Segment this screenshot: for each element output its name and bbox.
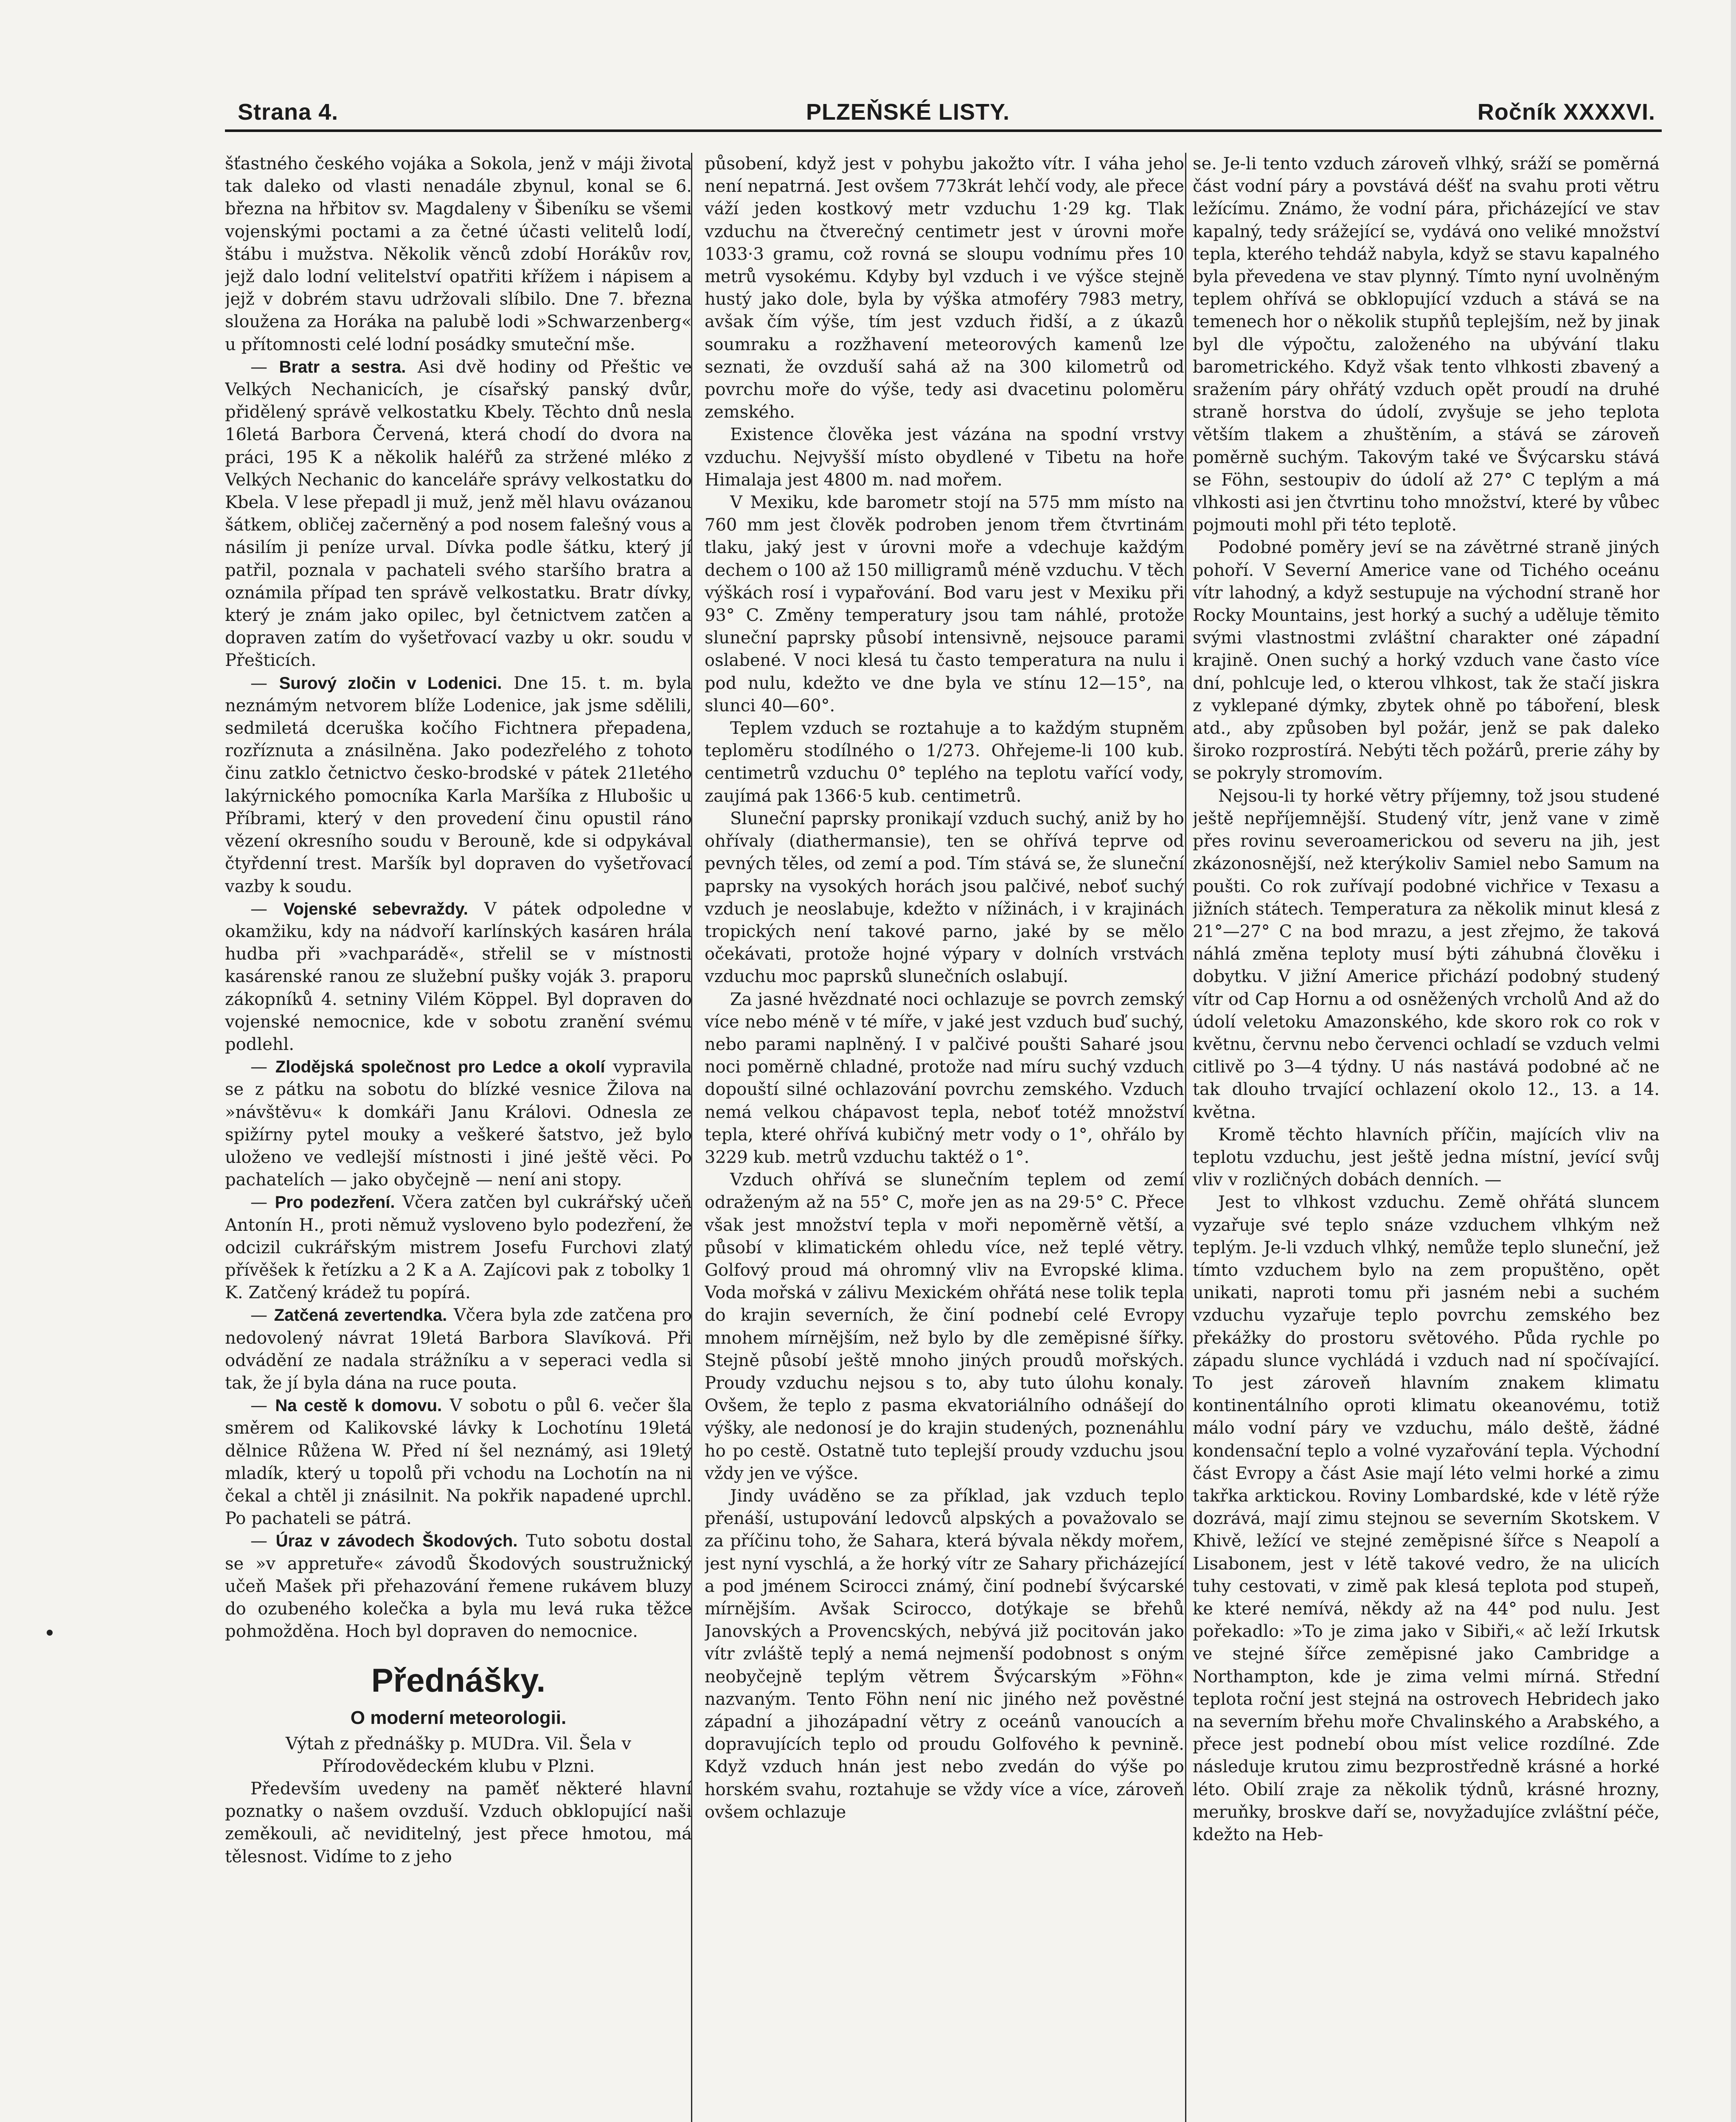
news-text: Včera byla zde zatčena pro nedovolený návrat 19letá Barbora Slavíková. Při odvádění ze nadala strážníku a v seperaci vedla si tak, že jí byla dána na ruce pouta. (225, 1305, 692, 1393)
paragraph: působení, když jest v pohybu jakožto vítr. I váha jeho není nepatrná. Jest ovšem 773krát lehčí vody, ale přece váží jeden kostkový metr vzduchu 1·29 kg. Tlak vzduchu na čtverečný centimetr jest v úrovni moře 1033·3 gramu, což rovná se sloupu vodnímu přes 10 metrů vysokému. Kdyby byl vzduch i ve výšce stejně hustý jako dole, byla by výška atmoféry 7983 metry, avšak čím výše, tím jest vzduch řidší, a z úkazů soumraku a rozžhavení meteorových kamenů lze seznati, že ovzduší sahá až na 300 kilometrů od povrchu moře do výše, tedy asi dvacetinu poloměru zemského. (705, 154, 1184, 422)
volume: Ročník XXXXVI. (1477, 99, 1655, 125)
headline: Úraz v závodech Škodových. (275, 1532, 518, 1551)
paragraph: Především uvedeny na paměť některé hlavní poznatky o našem ovzduší. Vzduch obklopující naši zeměkouli, ač neviditelný, jest přece hmotou, má tělesnost. Vidíme to z jeho (225, 1779, 692, 1867)
news-text: V pátek odpoledne v okamžiku, kdy na nádvoří karlínských kasáren hrála hudba při »vachparádě«, střelil se v místnosti kasárenské ranou ze služební pušky voják 3. praporu zákopníků 4. setniny Vilém Köppel. Byl dopraven do vojenské nemocnice, kde v sobotu zranění svému podlehl. (225, 899, 692, 1054)
column-1 (225, 153, 692, 2122)
paragraph: Kromě těchto hlavních příčin, majících vliv na teplotu vzduchu, jest ještě jedna místní, jevící svůj vliv v rozličných dobách denních. — (1193, 1125, 1660, 1190)
news-item: — Bratr a sestra. Asi dvě hodiny od Přeštic ve Velkých Nechanicích, je císařský panský dvůr, přidělený správě velkostatku Kbely. Těchto dnů nesla 16letá Barbora Červená, která chodí do dvora na práci, 195 K a několik haléřů za stržené mléko z Velkých Nechanic do kanceláře správy velkostatku do Kbela. V lese přepadl ji muž, jenž měl hlavu ovázanou šátkem, obličej začerněný a pod nosem falešný vous a násilím ji peníze urval. Dívka podle šátku, který jí patřil, poznala v pachateli svého staršího bratra a oznámila případ ten správě velkostatku. Bratr dívky, který je znám jako opilec, byl četnictvem zatčen a dopraven zatím do vyšetřovací vazby u okr. soudu v Přešticích. (225, 357, 692, 671)
news-text: Dne 15. t. m. byla neznámým netvorem blíže Lodenice, jak jsme sdělili, sedmiletá dceruška kočího Fichtnera přepadena, rozříznuta a znásilněna. Jako podezřelého z tohoto činu zatklo četnictvo česko-brodské v pátek 21letého lakýrnického pomocníka Karla Maršíka z Hlubošic u Příbrami, který v den provedení činu opustil ráno vězení okresního soudu v Berouně, kde si odpykával čtyřdenní trest. Maršík byl dopraven do vyšetřovací vazby k soudu. (225, 673, 692, 896)
running-header (238, 87, 1655, 125)
paragraph: V Mexiku, kde barometr stojí na 575 mm místo na 760 mm jest člověk podroben jenom třem čtvrtinám tlaku, jaký jest v úrovni moře a vdechuje každým dechem o 100 až 150 milligramů méně vzduchu. V těch výškách rosí i vypařování. Bod varu jest v Mexiku při 93° C. Změny temperatury jsou tam náhlé, protože sluneční paprsky působí intensivně, nejsouce parami oslabené. V noci klesá tu často temperatura na nulu i pod nulu, kdežto ve dne byla ve stínu 12—15°, na slunci 40—60°. (705, 493, 1184, 716)
paragraph: Podobné poměry jeví se na závětrné straně jiných pohoří. V Severní Americe vane od Tichého oceánu vítr lahodný, a když sestupuje na východní straně hor Rocky Mountains, jest horký a suchý a uděluje těmito svými vlastnostmi zvláštní charakter oné západní krajině. Onen suchý a horký vzduch vane často více dní, pohlcuje led, o kterou vlhkost, tak že stačí jiskra z vyklepané dýmky, zbytek ohně po táboření, blesk atd., aby způsoben byl požár, jenž se pak daleko široko rozprostírá. Nebýti těch požárů, prerie záhy by se pokryly stromovím. (1193, 538, 1660, 783)
paragraph: Jest to vlhkost vzduchu. Země ohřátá sluncem vyzařuje své teplo snáze vzduchem vlhkým než teplým. Je-li vzduch vlhký, nemůže teplo sluneční, jež tímto vzduchem bylo na zem propuštěno, opět unikati, naproti tomu při jasném nebi a suchém vzduchu vyzařuje teplo povrchu zemského bez překážky do prostoru světového. Půda rychle po západu slunce vychládá i vzduch nad ní spočívající. To jest zároveň hlavním znakem klimatu kontinentálního oproti klimatu okeanovému, totiž málo vodní páry ve vzduchu, málo deště, žádné kondensační teplo a volné vyzařování tepla. Východní část Evropy a část Asie mají léto velmi horké a zimu takřka arktickou. Roviny Lombardské, kde v létě rýže dozrává, mají zimu stejnou se severním Skotskem. V Khivě, ležící ve stejné zeměpisné šířce s Neapolí a Lisabonem, jest v létě takové vedro, že na ulicích tuhy cestovati, v zimě pak klesá teplota pod stupeň, ke které nemívá, někdy až na 44° pod nulu. Jest pořekadlo: »To je zima jako v Sibiři,« ač leží Irkutsk ve stejné šířce zeměpisné jako Cambridge a Northampton, kde je zima velmi mírná. Střední teplota roční jest stejná na ostrovech Hebridech jako na severním břehu moře Chvalinského a Arabského, a přece jest podnebí obou míst velice rozdílné. Zde následuje krutou zimu bezprostředně krásné a horké léto. Obilí zraje za několik týdnů, krásné hrozny, meruňky, broskve daří se, novyžadujíce zvláštní péče, kdežto na Heb- (1193, 1193, 1660, 1845)
lecture-title: O moderní meteorologii. (350, 1707, 567, 1729)
news-item: — Na cestě k domovu. V sobotu o půl 6. večer šla směrem od Kalikovské lávky k Lochotínu 19letá dělnice Růžena W. Před ní šel neznámý, asi 19letý mladík, který u topolů při vchodu na Lochotín na ni čekal a chtěl ji znásilnit. Na pokřik napadené uprchl. Po pachateli se pátrá. (225, 1396, 692, 1529)
news-text: Včera zatčen byl cukrářský učeň Antonín H., proti němuž vysloveno bylo podezření, že odcizil cukrářským mistrem Josefu Furchovi zlatý přívěšek k řetízku a 2 K a A. Zajícovi pak z tobolky 1 K. Zatčený krádež tu popírá. (225, 1193, 692, 1303)
headline: Pro podezření. (275, 1193, 395, 1212)
section-title: Přednášky. (371, 1662, 546, 1699)
paragraph: Teplem vzduch se roztahuje a to každým stupněm teploměru stodílného o 1/273. Ohřejeme-li 100 kub. centimetrů vzduchu 0° teplého na teplotu vařící vody, zaujímá pak 1366·5 kub. centimetrů. (705, 719, 1184, 806)
headline: Vojenské sebevraždy. (283, 899, 468, 918)
lecture-subtitle: Výtah z přednášky p. MUDra. Vil. Šela v Přírodovědeckém klubu v Plzni. (285, 1734, 632, 1776)
news-item: — Vojenské sebevraždy. V pátek odpoledne v okamžiku, kdy na nádvoří karlínských kasáren hrála hudba při »vachparádě«, střelil se v místnosti kasárenské ranou ze služební pušky voják 3. praporu zákopníků 4. setniny Vilém Köppel. Byl dopraven do vojenské nemocnice, kde v sobotu zranění svému podlehl. (225, 899, 692, 1054)
paragraph: Nejsou-li ty horké větry příjemny, tož jsou studené ještě nepříjemnější. Studený vítr, jenž vane v zimě přes rovinu severoamerickou od severu na jih, jest zkázonosnější, než kterýkoliv Samiel nebo Samum na poušti. Co rok zuřívají podobné vichřice v Texasu a jižních státech. Temperatura za několik minut klesá z 21°—27° C na bod mrazu, a jest zřejmo, že taková náhlá změna teploty musí býti záhubná člověku i dobytku. V jižní Americe přichází podobný studený vítr od Cap Hornu a od osněžených vrcholů And až do údolí veletoku Amazonského, kde skoro rok co rok v květnu, červnu nebo červenci ochladí se vzduch velmi citlivě po 3—4 týdny. U nás nastává podobné ač ne tak dlouho trvající ochlazení okolo 12., 13. a 14. května. (1193, 786, 1660, 1122)
news-item: — Zatčená zevertendka. Včera byla zde zatčena pro nedovolený návrat 19letá Barbora Slavíková. Při odvádění ze nadala strážníku a v seperaci vedla si tak, že jí byla dána na ruce pouta. (225, 1305, 692, 1393)
news-text: Asi dvě hodiny od Přeštic ve Velkých Nechanicích, je císařský panský dvůr, přidělený správě velkostatku Kbely. Těchto dnů nesla 16letá Barbora Červená, která chodí do dvora na práci, 195 K a několik haléřů za stržené mléko z Velkých Nechanic do kanceláře správy velkostatku do Kbela. V lese přepadl ji muž, jenž měl hlavu ovázanou šátkem, obličej začerněný a pod nosem falešný vous a násilím ji peníze urval. Dívka podle šátku, který jí patřil, poznala v pachateli svého staršího bratra a oznámila případ ten správě velkostatku. Bratr dívky, který je znám jako opilec, byl četnictvem zatčen a dopraven zatím do vyšetřovací vazby u okr. soudu v Přešticích. (225, 357, 692, 671)
column-2 (705, 153, 1184, 2122)
headline: Zatčená zevertendka. (274, 1306, 447, 1325)
headline: Zlodějská společnost pro Ledce a okolí (275, 1058, 605, 1077)
headline: Na cestě k domovu. (275, 1396, 442, 1415)
headline: Surový zločin v Lodenici. (279, 674, 502, 693)
news-item: — Zlodějská společnost pro Ledce a okolí vypravila se z pátku na sobotu do blízké vesnice Žilova na »návštěvu« k domkáři Janu Královi. Odnesla ze spižírny pytel mouky a veškeré šatstvo, jež bylo uloženo ve vedlejší místnosti i jiné ještě věci. Po pachatelích — jako obyčejně — není ani stopy. (225, 1057, 692, 1190)
news-item: — Pro podezření. Včera zatčen byl cukrářský učeň Antonín H., proti němuž vysloveno bylo podezření, že odcizil cukrářským mistrem Josefu Furchovi zlatý přívěšek k řetízku a 2 K a A. Zajícovi pak z tobolky 1 K. Zatčený krádež tu popírá. (225, 1193, 692, 1303)
margin-dot (47, 1630, 53, 1636)
page-edge (1731, 0, 1736, 2122)
column-3 (1193, 153, 1660, 2122)
news-item: — Surový zločin v Lodenici. Dne 15. t. m. byla neznámým netvorem blíže Lodenice, jak jsme sdělili, sedmiletá dceruška kočího Fichtnera přepadena, rozříznuta a znásilněna. Jako podezřelého z tohoto činu zatklo četnictvo česko-brodské v pátek 21letého lakýrnického pomocníka Karla Maršíka z Hlubošic u Příbrami, který v den provedení činu opustil ráno vězení okresního soudu v Berouně, kde si odpykával čtyřdenní trest. Maršík byl dopraven do vyšetřovací vazby k soudu. (225, 673, 692, 896)
paragraph: Sluneční paprsky pronikají vzduch suchý, aniž by ho ohřívaly (diathermansie), ten se ohřívá teprve od pevných těles, od zemí a pod. Tím stává se, že sluneční paprsky na vysokých horách jsou palčivé, neboť suchý vzduch je neoslabuje, kdežto v nížinách, i v krajinách tropických není takové parno, jaké by se mělo očekávati, protože hojné výpary v dolních vrstvách vzduchu moc paprsků slunečních oslabují. (705, 808, 1184, 987)
news-item: — Úraz v závodech Škodových. Tuto sobotu dostal se »v appretuře« závodů Škodových soustružnický učeň Mašek při přehazování řemene rukávem bluzy do ozubeného kolečka a byla mu levá ruka těžce pohmožděna. Hoch byl dopraven do nemocnice. (225, 1531, 692, 1642)
paragraph: Jindy uváděno se za příklad, jak vzduch teplo přenáší, ustupování ledovců alpských a považovalo se za příčinu toho, že Sahara, která bývala někdy mořem, jest nyní vyschlá, a že horký vítr ze Sahary přicházející a pod jménem Scirocci známý, činí podnebí švýcarské mírnějším. Avšak Scirocco, dotýkaje se břehů Janovských a Provencských, nebývá již pocitován jako vítr zvláště teplý a nemá nejmenší podobnost s oným neobyčejně teplým větrem Švýcarským »Föhn« nazvaným. Tento Föhn není nic jiného než pověstné západní a jihozápadní větry z oceánů vanoucích a dopravujících teplo od proudu Golfového k pevnině. Když vzduch hnán jest nebo zvedán do výše po horském svahu, roztahuje se vždy více a více, zároveň ovšem ochlazuje (705, 1486, 1184, 1822)
news-text: Tuto sobotu dostal se »v appretuře« závodů Škodových soustružnický učeň Mašek při přehazování řemene rukávem bluzy do ozubeného kolečka a byla mu levá ruka těžce pohmožděna. Hoch byl dopraven do nemocnice. (225, 1531, 692, 1642)
masthead: PLZEŇSKÉ LISTY. (806, 99, 1010, 125)
headline: Bratr a sestra. (279, 357, 406, 376)
paragraph: Za jasné hvězdnaté noci ochlazuje se povrch zemský více nebo méně v té míře, v jaké jest vzduch buď suchý, nebo parami naplněný. I v palčivé poušti Saharé jsou noci poměrně chladné, protože nad míru suchý vzduch dopouští silné ochlazování povrchu zemského. Vzduch nemá velkou chápavost tepla, neboť totéž množství tepla, které ohřívá kubičný metr vody o 1°, ohřálo by 3229 kub. metrů vzduchu taktéž o 1°. (705, 989, 1184, 1167)
paragraph: Vzduch ohřívá se slunečním teplem od zemí odraženým až na 55° C, moře jen as na 29·5° C. Přece však jest množství tepla v moři nepoměrně větší, a působí v klimatickém ohledu více, než teplé větry. Golfový proud má ohromný vliv na Evropské klima. Voda mořská v zálivu Mexickém ohřátá nese tolik tepla do krajin severních, že činí podnebí celé Evropy mnohem mírnějším, než bylo by dle zeměpisné šířky. Stejně působí ještě mnoho jiných proudů mořských. Proudy vzduchu nejsou s to, aby tuto úlohu konaly. Ovšem, že teplo z pasma ekvatoriálního odnášejí do výšky, ale nedonosí je do krajin studených, poznenáhlu ho po cestě. Ostatně tuto teplejší proudy vzduchu jsou vždy jen ve výšce. (705, 1170, 1184, 1483)
news-text: vypravila se z pátku na sobotu do blízké vesnice Žilova na »návštěvu« k domkáři Janu Královi. Odnesla ze spižírny pytel mouky a veškeré šatstvo, jež bylo uloženo ve vedlejší místnosti i jiné ještě věci. Po pachatelích — jako obyčejně — není ani stopy. (225, 1057, 692, 1190)
news-text: V sobotu o půl 6. večer šla směrem od Kalikovské lávky k Lochotínu 19letá dělnice Růžena W. Před ní šel neznámý, asi 19letý mladík, který u topolů při vchodu na Lochotín na ni čekal a chtěl ji znásilnit. Na pokřik napadené uprchl. Po pachateli se pátrá. (225, 1396, 692, 1529)
column-rule (1185, 153, 1186, 2122)
header-rule (225, 129, 1662, 132)
paragraph: Existence člověka jest vázána na spodní vrstvy vzduchu. Nejvyšší místo obydlené v Tibetu na hoře Himalaja jest 4800 m. nad mořem. (705, 425, 1184, 490)
page-number: Strana 4. (238, 99, 339, 125)
paragraph: se. Je-li tento vzduch zároveň vlhký, sráží se poměrná část vodní páry a povstává déšť na svahu proti větru ležícímu. Známo, že vodní pára, přicházející ve stav kapalný, tedy srážející se, vydává ono veliké množství tepla, kterého tehdáž nabyla, když se stavu kapalného byla převedena ve stav plynný. Tímto nyní uvolněným teplem ohřívá se obklopující vzduch a stává se na temenech hor o několik stupňů teplejším, než by jinak byl dle výpočtu, založeného na ubývání tlaku barometrického. Když však tento vlhkosti zbavený a sražením páry ohřátý vzduch opět proudí na druhé straně horstva do údolí, zvyšuje se jeho teplota větším tlakem a zhuštěním, a stává se zároveň poměrně suchým. Takovým také ve Švýcarsku stává se Föhn, sestoupiv do údolí až 27° C teplým a má vlhkosti asi jen čtvrtinu toho množství, které by vůbec pojmouti mohl při této teplotě. (1193, 154, 1660, 535)
paragraph: šťastného českého vojáka a Sokola, jenž v máji života tak daleko od vlasti nenadále zbynul, konal se 6. března na hřbitov sv. Magdaleny v Šibeníku se všemi vojenskými poctami a za četné účasti velitelů lodí, štábu i mužstva. Několik věnců zdobí Horákův rov, jejž dalo lodní velitelství opatřiti křížem i nápisem a jejž v dobrém stavu udržovali slíbilo. Dne 7. března sloužena za Horáka na palubě lodi »Schwarzenberg« u přítomnosti celé lodní posádky smuteční mše. (225, 154, 692, 354)
